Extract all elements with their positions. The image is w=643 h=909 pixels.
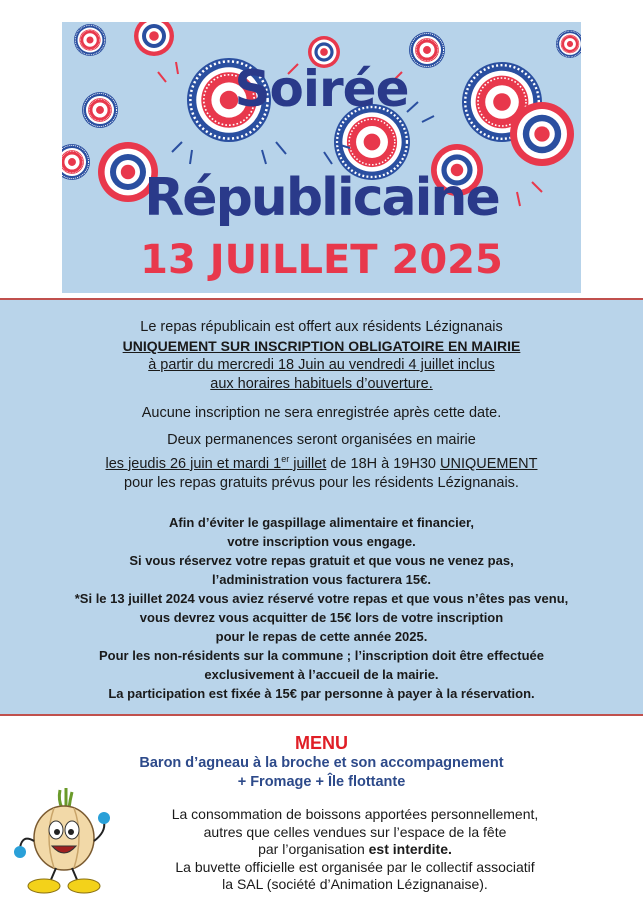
menu-dish: Baron d’agneau à la broche et son accompagnement <box>139 755 504 771</box>
info-warning-line: Pour les non-résidents sur la commune ; l’inscription doit être effectuée <box>99 647 544 663</box>
info-warning-line: vous devrez vous acquitter de 15€ lors de votre inscription <box>139 609 504 625</box>
info-line: aux horaires habituels d’ouverture. <box>210 376 433 392</box>
info-warning-line: La participation est fixée à 15€ par personne à payer à la réservation. <box>108 685 535 701</box>
info-dates: les jeudis 26 juin et mardi 1er juillet <box>105 454 327 472</box>
drinks-line: par l’organisation est interdite. <box>258 841 452 857</box>
info-line-bold: UNIQUEMENT SUR INSCRIPTION OBLIGATOIRE EN MAIRIE <box>122 338 521 354</box>
divider-bottom <box>0 714 643 716</box>
info-line: Le repas républicain est offert aux résidents Lézignanais <box>140 319 503 335</box>
info-only: UNIQUEMENT <box>440 455 538 472</box>
info-line: à partir du mercredi 18 Juin au vendredi 4 juillet inclus <box>148 357 495 373</box>
drinks-line: autres que celles vendues sur l’espace de la fête <box>203 823 507 840</box>
info-line: pour les repas gratuits prévus pour les résidents Lézignanais. <box>124 474 519 491</box>
info-warning-line: Si vous réservez votre repas gratuit et que vous ne venez pas, <box>129 552 514 568</box>
info-line: Deux permanences seront organisées en mairie <box>167 432 476 448</box>
info-line: Aucune inscription ne sera enregistrée après cette date. <box>141 405 502 421</box>
drinks-line: La consommation de boissons apportées personnellement, <box>171 806 539 822</box>
header-banner <box>62 22 581 293</box>
drinks-line: la SAL (société d’Animation Lézignanaise). <box>222 876 488 892</box>
info-warning-block <box>0 513 643 703</box>
banner-title-line2: Républicaine <box>144 168 499 228</box>
info-warning-line: *Si le 13 juillet 2024 vous aviez réservé votre repas et que vous n’êtes pas venu, <box>74 590 569 606</box>
drinks-forbidden: est interdite. <box>368 841 452 857</box>
drinks-line: La buvette officielle est organisée par le collectif associatif <box>175 858 535 875</box>
banner-title-line1: Soirée <box>234 60 409 118</box>
menu-extras: + Fromage + Île flottante <box>237 774 406 790</box>
drinks-notice <box>100 806 610 894</box>
info-warning-line: l’administration vous facturera 15€. <box>212 571 431 587</box>
menu-title: MENU <box>295 733 348 753</box>
info-warning-line: Afin d’éviter le gaspillage alimentaire et financier, <box>169 514 474 530</box>
info-line-schedule <box>0 450 643 474</box>
info-warning-line: exclusivement à l’accueil de la mairie. <box>204 666 439 682</box>
onion-mascot-icon <box>14 786 114 896</box>
info-box <box>0 300 643 714</box>
info-warning-line: votre inscription vous engage. <box>227 533 416 549</box>
banner-date: 13 JUILLET 2025 <box>140 237 503 283</box>
info-hours: de 18H à 19H30 <box>326 455 440 472</box>
info-warning-line: pour le repas de cette année 2025. <box>215 628 428 644</box>
